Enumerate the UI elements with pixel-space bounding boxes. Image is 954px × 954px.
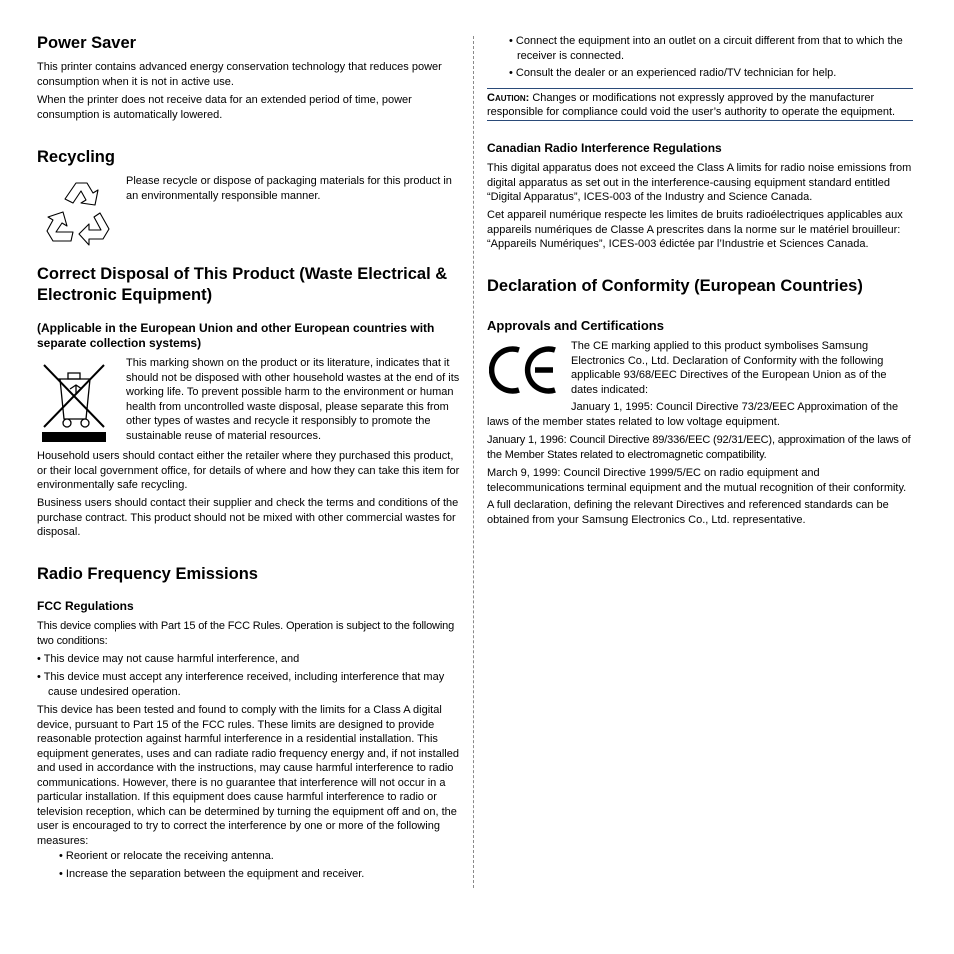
weee-subheading: (Applicable in the European Union and other European countries with separate collection systems) <box>37 321 435 350</box>
caution-label: Caution: <box>487 92 530 104</box>
caution-bottom-rule <box>487 120 913 121</box>
fcc-condition-2: • This device must accept any interference received, including interference that may cause undesired operation. <box>37 671 445 698</box>
fcc-measure-1: • Reorient or relocate the receiving antenna. <box>59 850 274 862</box>
directive-1995: January 1, 1995: Council Directive 73/23/EEC Approximation of the laws of the member states related to low voltage equipment. <box>487 401 899 428</box>
weee-business-paragraph: Business users should contact their supplier and check the terms and conditions of the purchase contract. This product should not be mixed with other commercial wastes for disposal. <box>37 497 459 538</box>
weee-heading: Correct Disposal of This Product (Waste Electrical & Electronic Equipment) <box>37 265 448 304</box>
canadian-regulations-heading: Canadian Radio Interference Regulations <box>487 141 722 155</box>
caution-top-rule <box>487 88 913 89</box>
power-saver-heading: Power Saver <box>37 34 137 52</box>
ce-marking-text: The CE marking applied to this product symbolises Samsung Electronics Co., Ltd. Declaration of Conformity with the following applicable 93/68/EEC Directives of the European Union as of the dates indicated: <box>571 340 887 396</box>
fcc-paragraph-2: This device has been tested and found to comply with the limits for a Class A digital device, pursuant to Part 15 of the FCC rules. These limits are designed to provide reasonable protection against harmful interference in a residential installation. This equipment generates, uses and can radiate radio frequency energy and, if not installed and used in accordance with the instructions, may cause harmful interference to radio communications. However, there is no guarantee that interference will not occur in a particular installation. If this equipment does cause harmful interference to radio or television reception, which can be determined by turning the equipment off and on, the user is encouraged to try to correct the interference by one or more of the following measures: <box>37 704 459 847</box>
weee-household-paragraph: Household users should contact either the retailer where they purchased this product, or their local government office, for details of where and how they can take this item for environmentally safe recycling. <box>37 450 460 491</box>
canadian-english-paragraph: This digital apparatus does not exceed the Class A limits for radio noise emissions from digital apparatus as set out in the interference-causing equipment standard entitled “Digital Apparatus”, ICES-003 of the Industry and Science Canada. <box>487 162 912 203</box>
declaration-heading: Declaration of Conformity (European Countries) <box>487 277 863 295</box>
power-saver-paragraph-2: When the printer does not receive data for an extended period of time, power consumption is automatically lowered. <box>37 94 412 121</box>
fcc-paragraph-1: This device complies with Part 15 of the FCC Rules. Operation is subject to the following two conditions: <box>37 620 455 647</box>
full-declaration-paragraph: A full declaration, defining the relevant Directives and referenced standards can be obtained from your Samsung Electronics Co., Ltd. representative. <box>487 499 889 526</box>
weee-text: This marking shown on the product or its literature, indicates that it should not be disposed with other household wastes at the end of its working life. To prevent possible harm to the environment or human health from uncontrolled waste disposal, please separate this from other types of wastes and recycle it responsibly to promote the sustainable reuse of material resources. <box>126 357 460 442</box>
caution-note <box>487 91 913 119</box>
fcc-measure-3: • Connect the equipment into an outlet on a circuit different from that to which the receiver is connected. <box>509 35 903 62</box>
approvals-heading: Approvals and Certifications <box>487 318 664 333</box>
weee-crossed-bin-icon <box>40 361 108 443</box>
recycling-heading: Recycling <box>37 148 115 166</box>
radio-frequency-heading: Radio Frequency Emissions <box>37 565 258 583</box>
recycle-icon <box>43 179 113 251</box>
fcc-measure-4: • Consult the dealer or an experienced radio/TV technician for help. <box>509 67 837 79</box>
fcc-regulations-heading: FCC Regulations <box>37 599 134 613</box>
directive-1996: January 1, 1996: Council Directive 89/336/EEC (92/31/EEC), approximation of the laws of the Member States related to electromagnetic compatibility. <box>487 434 911 461</box>
fcc-measure-2: • Increase the separation between the equipment and receiver. <box>59 868 365 880</box>
directive-1999: March 9, 1999: Council Directive 1999/5/EC on radio equipment and telecommunications terminal equipment and the mutual recognition of their conformity. <box>487 467 907 494</box>
recycling-text: Please recycle or dispose of packaging materials for this product in an environmentally responsible manner. <box>126 175 452 202</box>
ce-mark-icon <box>489 345 561 395</box>
power-saver-paragraph-1: This printer contains advanced energy conservation technology that reduces power consumption when it is not in active use. <box>37 61 442 88</box>
caution-text: Changes or modifications not expressly approved by the manufacturer responsible for compliance could void the user’s authority to operate the equipment. <box>487 92 896 118</box>
canadian-french-paragraph: Cet appareil numérique respecte les limites de bruits radioélectriques applicables aux appareils numériques de Classe A prescrites dans la norme sur le matériel brouilleur: “Appareils Numériques”, ICES-003 édictée par l’Industrie et Sciences Canada. <box>487 209 903 250</box>
fcc-condition-1: • This device may not cause harmful interference, and <box>37 653 300 665</box>
column-divider <box>473 36 474 888</box>
